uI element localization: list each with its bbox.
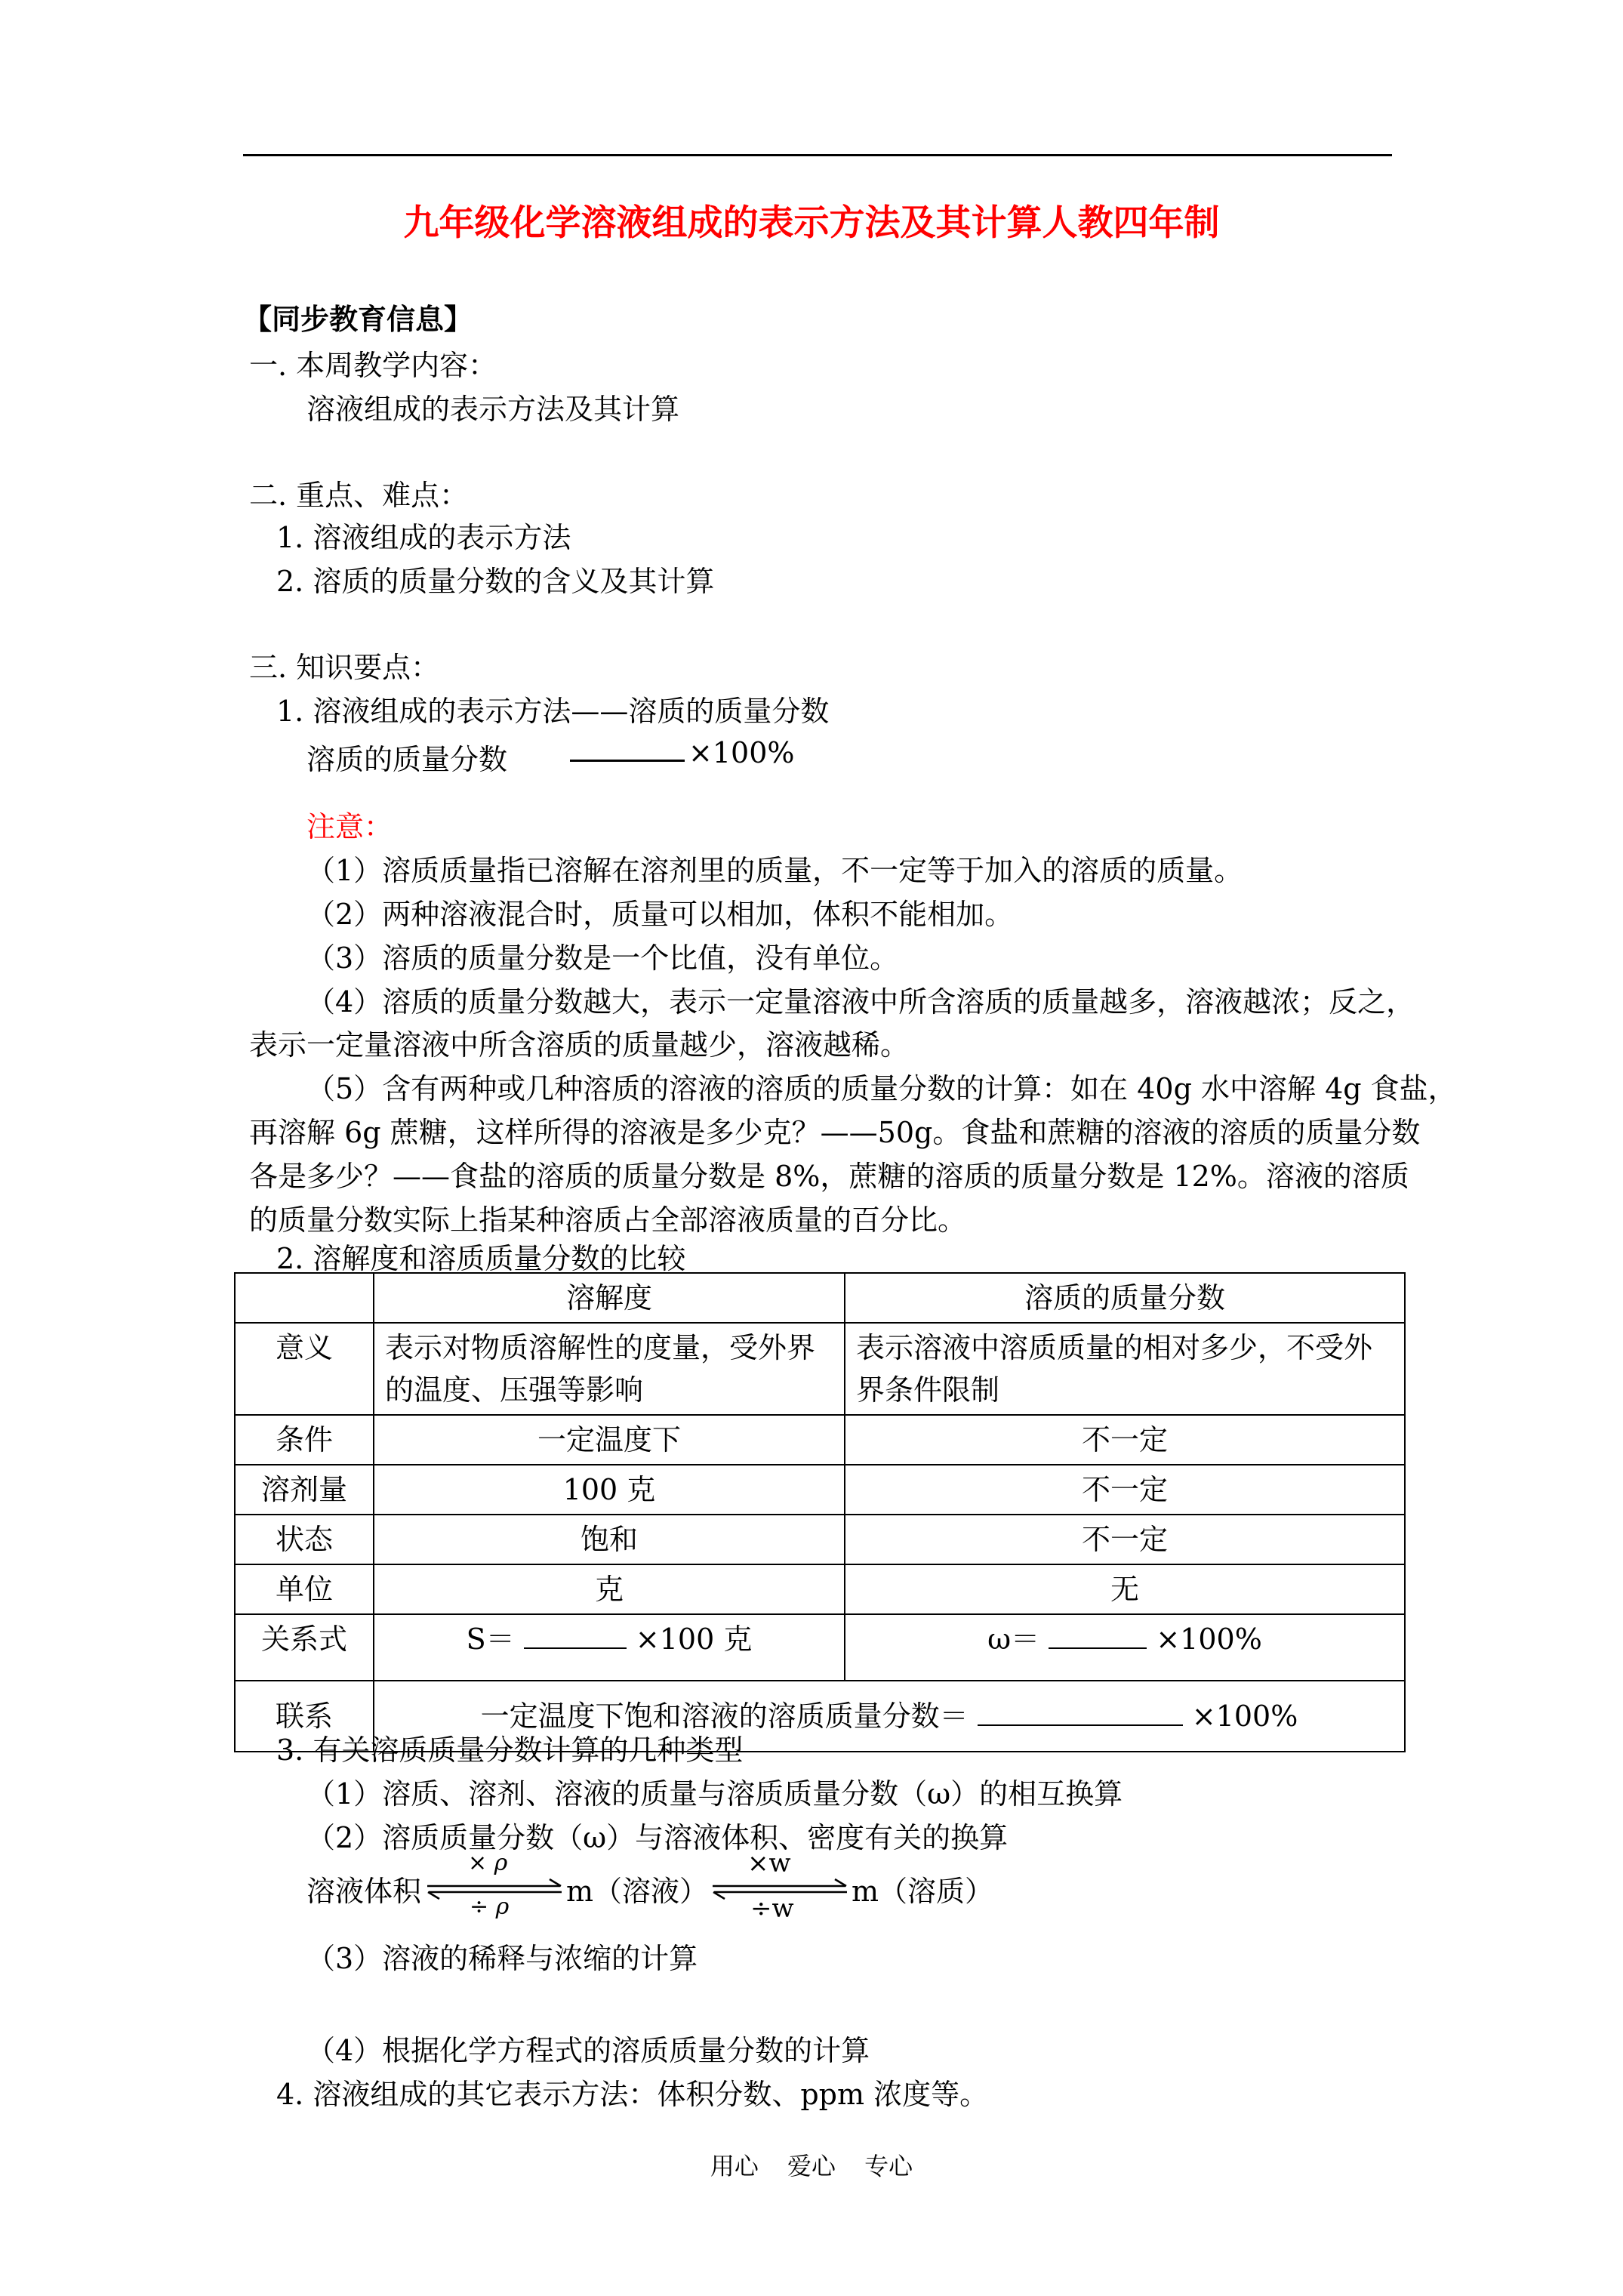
table-cell: 表示溶液中溶质质量的相对多少，不受外界条件限制 xyxy=(845,1323,1405,1415)
table-row xyxy=(235,1415,1405,1465)
table-row-label: 单位 xyxy=(235,1564,374,1614)
arrow2-bottom-label: ÷w xyxy=(750,1894,794,1924)
note-5d: 的质量分数实际上指某种溶质占全部溶液质量的百分比。 xyxy=(249,1203,967,1237)
part2-item-2: 2. 溶质的质量分数的含义及其计算 xyxy=(276,565,715,598)
page-footer: 用心 爱心 专心 xyxy=(710,2152,913,2180)
note-5a: （5）含有两种或几种溶质的溶液的溶质的质量分数的计算：如在 40g 水中溶解 4g 食盐， xyxy=(306,1072,1457,1105)
table-header-cell xyxy=(235,1273,374,1323)
table-row-label: 状态 xyxy=(235,1515,374,1564)
formula-fraction-line xyxy=(570,760,685,762)
document-title: 九年级化学溶液组成的表示方法及其计算人教四年制 xyxy=(403,202,1220,244)
note-4a: （4）溶质的质量分数越大，表示一定量溶液中所含溶质的质量越多，溶液越浓；反之， xyxy=(306,985,1415,1019)
table-row-label: 意义 xyxy=(235,1323,374,1415)
table-row xyxy=(235,1465,1405,1515)
type-1: （1）溶质、溶剂、溶液的质量与溶质质量分数（ω）的相互换算 xyxy=(306,1777,1123,1811)
part2-item-1: 1. 溶液组成的表示方法 xyxy=(276,521,571,554)
table-cell: 表示对物质溶解性的度量，受外界的温度、压强等影响 xyxy=(374,1323,845,1415)
type-4: （4）根据化学方程式的溶质质量分数的计算 xyxy=(306,2034,870,2067)
arrow2-top-label: ×w xyxy=(747,1848,791,1878)
section-header: 【同步教育信息】 xyxy=(243,302,473,336)
table-cell: 100 克 xyxy=(374,1465,845,1515)
note-5b: 再溶解 6g 蔗糖，这样所得的溶液是多少克？——50g。食盐和蔗糖的溶液的溶质的质量分数 xyxy=(249,1116,1421,1149)
part3-heading: 三. 知识要点： xyxy=(249,651,440,684)
table-header-cell: 溶质的质量分数 xyxy=(845,1273,1405,1323)
part1-heading: 一. 本周教学内容： xyxy=(249,349,497,382)
table-cell: 克 xyxy=(374,1564,845,1614)
table-cell: 不一定 xyxy=(845,1515,1405,1564)
table-row-label: 关系式 xyxy=(235,1614,374,1681)
link-prefix: 一定温度下饱和溶液的溶质质量分数＝ xyxy=(480,1700,969,1733)
solubility-formula xyxy=(374,1614,845,1681)
formula-tail: ×100% xyxy=(688,736,795,769)
table-row-label: 联系 xyxy=(235,1681,374,1752)
comparison-table xyxy=(234,1272,1406,1752)
part1-content: 溶液组成的表示方法及其计算 xyxy=(306,393,680,426)
table-header-cell: 溶解度 xyxy=(374,1273,845,1323)
solubility-prefix: S＝ xyxy=(466,1623,515,1656)
table-cell: 不一定 xyxy=(845,1465,1405,1515)
table-row-label: 条件 xyxy=(235,1415,374,1465)
table-cell: 不一定 xyxy=(845,1415,1405,1465)
header-rule xyxy=(243,154,1392,156)
note-1: （1）溶质质量指已溶解在溶剂里的质量，不一定等于加入的溶质的质量。 xyxy=(306,854,1243,887)
note-3: （3）溶质的质量分数是一个比值，没有单位。 xyxy=(306,942,899,975)
formula-label: 溶质的质量分数 xyxy=(306,743,508,776)
arrow1-top-label: × ρ xyxy=(468,1850,508,1876)
point2: 2. 溶解度和溶质质量分数的比较 xyxy=(276,1242,686,1275)
type-2: （2）溶质质量分数（ω）与溶液体积、密度有关的换算 xyxy=(306,1821,1009,1854)
table-row xyxy=(235,1323,1405,1415)
solubility-blank xyxy=(524,1619,627,1649)
table-header-row xyxy=(235,1273,1405,1323)
table-cell: 无 xyxy=(845,1564,1405,1614)
link-blank xyxy=(978,1696,1183,1726)
table-row-label: 溶剂量 xyxy=(235,1465,374,1515)
note-5c: 各是多少？——食盐的溶质的质量分数是 8%，蔗糖的溶质的质量分数是 12%。溶液的溶质 xyxy=(249,1160,1409,1193)
fraction-prefix: ω＝ xyxy=(987,1623,1040,1656)
part2-heading: 二. 重点、难点： xyxy=(249,479,469,512)
table-row-relation xyxy=(235,1614,1405,1681)
conversion-middle: m（溶液） xyxy=(566,1875,709,1908)
conversion-end: m（溶质） xyxy=(852,1875,994,1908)
conversion-start: 溶液体积 xyxy=(306,1875,422,1908)
table-cell: 饱和 xyxy=(374,1515,845,1564)
link-suffix: ×100% xyxy=(1191,1700,1298,1733)
table-row xyxy=(235,1515,1405,1564)
note-2: （2）两种溶液混合时，质量可以相加，体积不能相加。 xyxy=(306,898,1014,931)
arrow1-bottom-label: ÷ ρ xyxy=(470,1894,510,1920)
fraction-blank xyxy=(1049,1619,1147,1649)
point4: 4. 溶液组成的其它表示方法：体积分数、ppm 浓度等。 xyxy=(276,2078,989,2111)
fraction-formula xyxy=(845,1614,1405,1681)
point1: 1. 溶液组成的表示方法——溶质的质量分数 xyxy=(276,695,830,728)
note-4b: 表示一定量溶液中所含溶质的质量越少，溶液越稀。 xyxy=(249,1028,910,1062)
note-title: 注意： xyxy=(306,810,393,843)
point3: 3. 有关溶质质量分数计算的几种类型 xyxy=(276,1734,744,1767)
type-3: （3）溶液的稀释与浓缩的计算 xyxy=(306,1942,698,1975)
table-cell: 一定温度下 xyxy=(374,1415,845,1465)
solubility-suffix: ×100 克 xyxy=(635,1623,753,1656)
fraction-suffix: ×100% xyxy=(1156,1623,1262,1656)
table-row xyxy=(235,1564,1405,1614)
